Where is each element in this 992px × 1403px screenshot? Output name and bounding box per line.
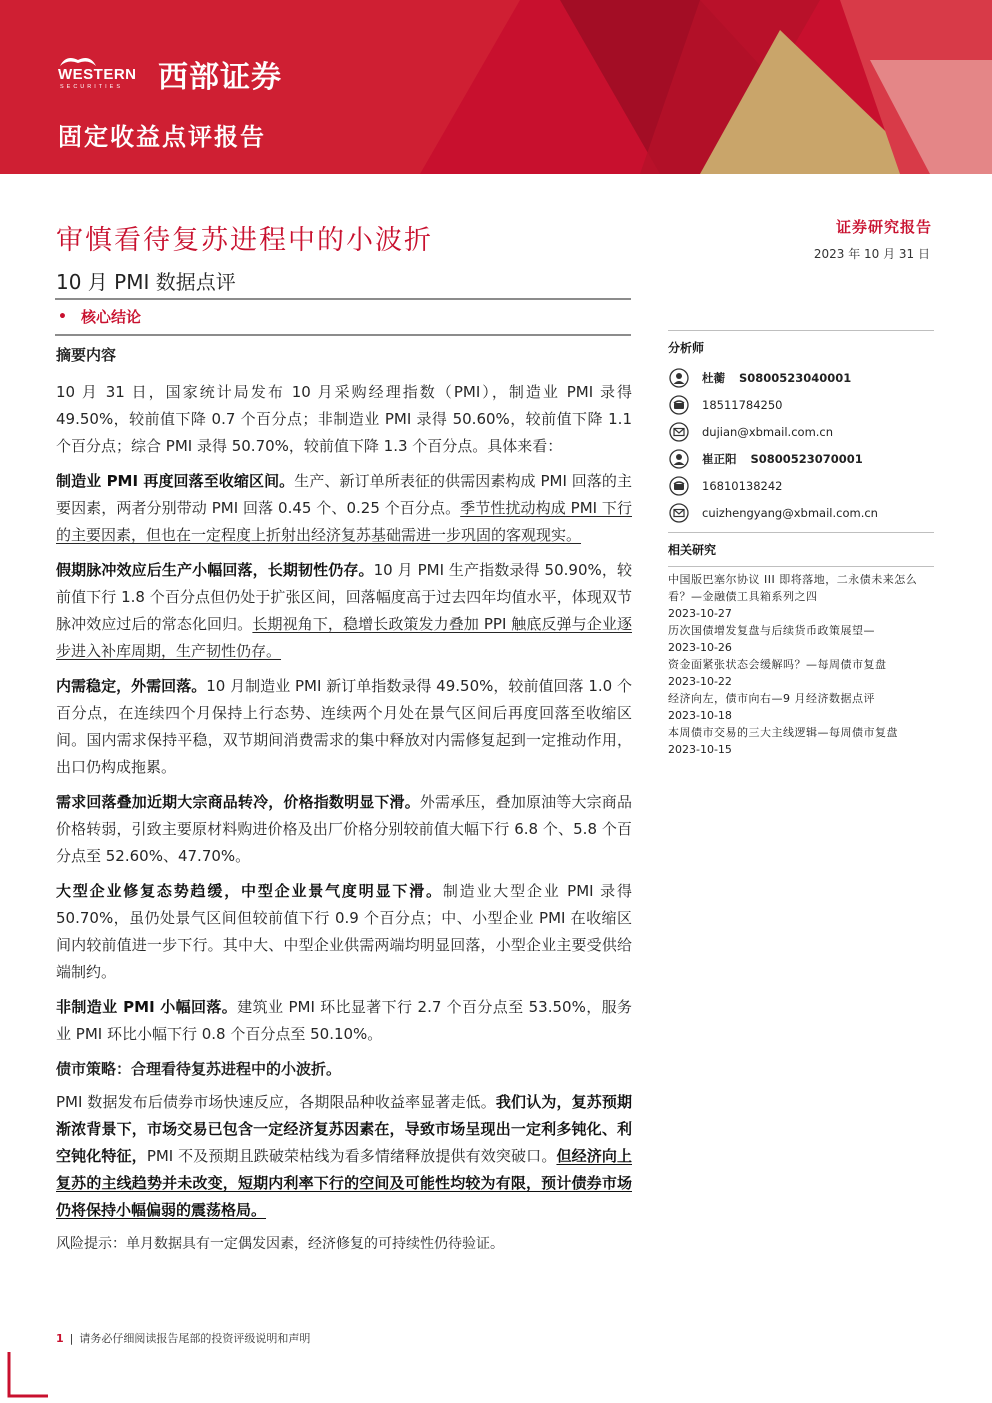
- related-item[interactable]: [668, 690, 934, 724]
- analyst-name-row: [668, 364, 934, 391]
- strategy-text-1: PMI 数据发布后债券市场快速反应，各期限品种收益率显著走低。: [56, 1093, 496, 1111]
- logo-chinese: 西部证券: [158, 60, 282, 95]
- finding-lead: 假期脉冲效应后生产小幅回落，长期韧性仍存。: [56, 561, 374, 579]
- finding-lead: 需求回落叠加近期大宗商品转冷，价格指数明显下滑。: [56, 793, 420, 811]
- finding-text: 10 月 PMI 生产指数录得 50.90%，较前值下行 1.8 个百分点但仍处于扩张区间，回落幅度高于过去四年均值水平，体现双节脉冲效应过后的常态化回归。: [56, 561, 632, 633]
- related-date: 2023-10-22: [668, 675, 732, 688]
- footer-separator: |: [69, 1331, 74, 1345]
- finding-text: 建筑业 PMI 环比显著下行 2.7 个百分点至 53.50%，服务业 PMI 环比小幅下行 0.8 个百分点至 50.10%。: [56, 998, 632, 1043]
- finding-paragraph: [56, 673, 632, 781]
- report-type: 固定收益点评报告: [58, 122, 266, 151]
- finding-text: 10 月制造业 PMI 新订单指数录得 49.50%，较前值回落 1.0 个百分点，在连续四个月保持上行态势、连续两个月处在景气区间后再度回落至收缩区间。国内需求保持平稳，双节期间消费需求的集中释放对内需修复起到一定推动作用，出口仍构成拖累。: [56, 677, 632, 776]
- page-number: 1: [56, 1331, 64, 1345]
- analyst-email-row: [668, 418, 934, 445]
- logo-english: WESTERN: [58, 66, 137, 83]
- finding-paragraph: [56, 557, 632, 665]
- page-title: 审慎看待复苏进程中的小波折: [56, 225, 433, 256]
- page-subtitle: 10 月 PMI 数据点评: [56, 270, 236, 294]
- analyst-phone-row: [668, 472, 934, 499]
- sidebar-divider: [668, 566, 934, 567]
- strategy-paragraph: [56, 1089, 632, 1224]
- finding-emphasis: 季节性扰动构成 PMI 下行的主要因素，但也在一定程度上折射出经济复苏基础需进一步巩固的客观现实。: [56, 499, 632, 544]
- related-item[interactable]: [668, 571, 934, 622]
- analyst-email[interactable]: cuizhengyang@xbmail.com.cn: [702, 505, 878, 520]
- finding-emphasis: 长期视角下，稳增长政策发力叠加 PPI 触底反弹与企业逐步进入补库周期，生产韧性仍存。: [56, 615, 632, 660]
- core-conclusion-label: 核心结论: [80, 308, 141, 326]
- finding-paragraph: [56, 994, 632, 1048]
- related-research-heading: 相关研究: [668, 543, 717, 557]
- analyst-heading: 分析师: [668, 341, 705, 355]
- analyst-email[interactable]: dujian@xbmail.com.cn: [702, 424, 834, 439]
- phone-icon: [668, 475, 690, 497]
- finding-paragraph: [56, 878, 632, 986]
- strategy-bold-1: 我们认为，复苏预期渐浓背景下，市场交易已包含一定经济复苏因素在，导致市场呈现出一定利多钝化、利空钝化特征，: [56, 1093, 632, 1165]
- analyst-phone-row: [668, 391, 934, 418]
- analyst-phone: 18511784250: [702, 397, 783, 412]
- summary-heading: 摘要内容: [56, 346, 117, 364]
- bullet-icon: •: [58, 308, 67, 325]
- finding-paragraph: [56, 468, 632, 549]
- sidebar: [668, 330, 934, 758]
- analyst-name: 杜蘅: [702, 370, 725, 385]
- strategy-text-2: PMI 不及预期且跌破荣枯线为看多情绪释放提供有效突破口。: [146, 1147, 557, 1165]
- strategy-conclusion: 但经济向上复苏的主线趋势并未改变，短期内利率下行的空间及可能性均较为有限，预计债券市场仍将保持小幅偏弱的震荡格局。: [56, 1147, 632, 1219]
- title-divider: [55, 298, 631, 300]
- analyst-email-row: [668, 499, 934, 526]
- analyst-phone: 16810138242: [702, 478, 783, 493]
- related-date: 2023-10-15: [668, 743, 732, 756]
- finding-lead: 制造业 PMI 再度回落至收缩区间。: [56, 472, 295, 490]
- email-icon: [668, 502, 690, 524]
- related-date: 2023-10-27: [668, 607, 732, 620]
- related-item[interactable]: [668, 724, 934, 758]
- sidebar-divider: [668, 330, 934, 331]
- analyst-cert: S0800523070001: [750, 451, 863, 466]
- core-divider: [55, 334, 631, 336]
- logo-subtext: SECURITIES: [60, 84, 124, 90]
- finding-text: 生产、新订单所表征的供需因素构成 PMI 回落的主要因素，两者分别带动 PMI 回落 0.45 个、0.25 个百分点。: [56, 472, 633, 517]
- phone-icon: [668, 394, 690, 416]
- analyst-name-row: [668, 445, 934, 472]
- report-date: 2023 年 10 月 31 日: [813, 247, 930, 261]
- logo-mark: [58, 54, 154, 94]
- related-research-list: [668, 571, 934, 758]
- related-item[interactable]: [668, 656, 934, 690]
- finding-text: 外需承压，叠加原油等大宗商品价格转弱，引致主要原材料购进价格及出厂价格分别较前值大幅下行 6.8 个、5.8 个百分点至 52.60%、47.70%。: [56, 793, 632, 865]
- header-banner: [0, 0, 992, 174]
- person-icon: [668, 448, 690, 470]
- strategy-heading: 债市策略：合理看待复苏进程中的小波折。: [56, 1060, 342, 1078]
- person-icon: [668, 367, 690, 389]
- finding-lead: 内需稳定，外需回落。: [56, 677, 207, 695]
- related-title[interactable]: 中国版巴塞尔协议 III 即将落地，二永债未来怎么看？—金融债工具箱系列之四: [668, 573, 918, 603]
- page-footer: [56, 1330, 310, 1346]
- report-body: [56, 342, 632, 1256]
- analyst-name: 崔正阳: [702, 451, 737, 466]
- footer-disclaimer: 请务必仔细阅读报告尾部的投资评级说明和声明: [79, 1332, 311, 1345]
- finding-paragraph: [56, 789, 632, 870]
- related-date: 2023-10-26: [668, 641, 732, 654]
- sidebar-divider: [668, 532, 934, 533]
- related-date: 2023-10-18: [668, 709, 732, 722]
- related-title[interactable]: 历次国债增发复盘与后续货币政策展望—: [668, 624, 875, 637]
- finding-lead: 非制造业 PMI 小幅回落。: [56, 998, 238, 1016]
- email-icon: [668, 421, 690, 443]
- related-title[interactable]: 资金面紧张状态会缓解吗？—每周债市复盘: [668, 658, 887, 671]
- finding-text: 制造业大型企业 PMI 录得 50.70%，虽仍处景气区间但较前值下行 0.9 个百分点；中、小型企业 PMI 在收缩区间内较前值进一步下行。其中大、中型企业供需两端均明显回落，小型企业主要受供给端制约。: [56, 882, 632, 981]
- core-conclusion-heading: [56, 306, 141, 327]
- summary-intro: 10 月 31 日，国家统计局发布 10 月采购经理指数（PMI），制造业 PMI 录得 49.50%，较前值下降 0.7 个百分点；非制造业 PMI 录得 50.60%，较前值下降 1.1 个百分点；综合 PMI 录得 50.70%，较前值下降 1.3 个百分点。具体来看：: [56, 383, 632, 455]
- logo: [58, 52, 282, 96]
- related-title[interactable]: 经济向左，债市向右—9 月经济数据点评: [668, 692, 875, 705]
- related-item[interactable]: [668, 622, 934, 656]
- analyst-cert: S0800523040001: [739, 370, 852, 385]
- finding-lead: 大型企业修复态势趋缓，中型企业景气度明显下滑。: [56, 882, 443, 900]
- related-title[interactable]: 本周债市交易的三大主线逻辑—每周债市复盘: [668, 726, 898, 739]
- report-category-label: 证券研究报告: [835, 218, 932, 236]
- risk-warning: 风险提示：单月数据具有一定偶发因素，经济修复的可持续性仍待验证。: [56, 1236, 504, 1252]
